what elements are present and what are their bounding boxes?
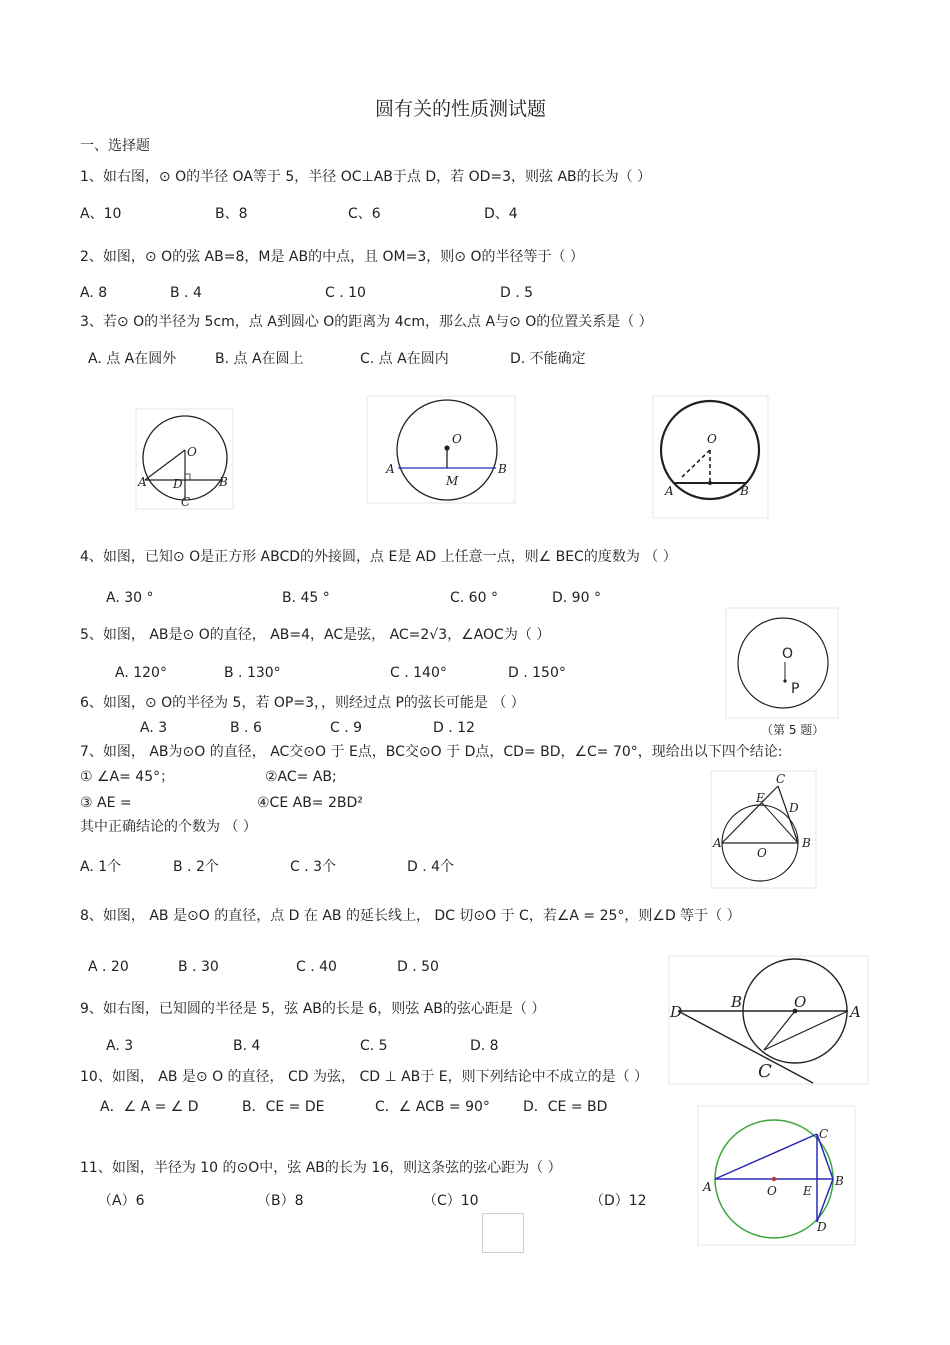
label-O: O	[707, 432, 717, 446]
question-6-option-b: B . 6	[230, 720, 262, 736]
label-C: C	[758, 1061, 772, 1082]
question-5-stem: 5、如图， AB是⊙ O的直径， AB=4，AC是弦， AC=2√3，∠AOC为（ ）	[80, 627, 551, 643]
question-6-option-c: C . 9	[330, 720, 363, 736]
figure-q2	[366, 395, 516, 505]
question-3-option-c: C. 点 A在圆内	[360, 351, 449, 367]
question-8-option-d: D . 50	[397, 959, 439, 975]
label-E: E	[803, 1184, 812, 1198]
question-8-option-b: B . 30	[178, 959, 219, 975]
question-7-option-d: D . 4个	[407, 859, 455, 875]
label-A: A	[703, 1180, 712, 1194]
question-7-conclusion-1: ① ∠A= 45°；	[80, 769, 175, 785]
label-C: C	[819, 1127, 829, 1141]
figure-caption: （第 5 题）	[761, 723, 825, 737]
question-7-conclusion-2: ②AC= AB;	[265, 769, 337, 785]
question-5-option-c: C . 140°	[390, 665, 447, 681]
label-O: O	[452, 432, 462, 446]
section-heading: 一、选择题	[80, 138, 150, 154]
question-9-option-b: B. 4	[233, 1038, 261, 1054]
label-O: O	[782, 646, 794, 662]
label-O: O	[767, 1184, 777, 1198]
label-O: O	[757, 846, 767, 860]
question-7-option-b: B . 2个	[173, 859, 219, 875]
question-5-option-b: B . 130°	[224, 665, 281, 681]
question-5-option-a: A. 120°	[115, 665, 167, 681]
question-6-stem: 6、如图，⊙ O的半径为 5，若 OP=3，，则经过点 P的弦长可能是 （ ）	[80, 695, 525, 711]
figure-q8	[668, 955, 870, 1087]
question-5-option-d: D . 150°	[508, 665, 566, 681]
question-1-stem: 1、如右图，⊙ O的半径 OA等于 5，半径 OC⊥AB于点 D，若 OD=3，则弦 AB的长为（ ）	[80, 169, 652, 185]
label-B: B	[731, 993, 743, 1011]
question-4-option-a: A. 30 °	[106, 590, 154, 606]
question-4-option-b: B. 45 °	[282, 590, 330, 606]
question-9-option-d: D. 8	[470, 1038, 499, 1054]
label-D: D	[789, 801, 799, 815]
question-4-option-d: D. 90 °	[552, 590, 601, 606]
question-11-option-a: （A）6	[98, 1193, 145, 1209]
label-B: B	[498, 462, 507, 476]
figure-q3	[652, 395, 770, 520]
question-1-option-c: C、6	[348, 206, 381, 222]
question-9-option-c: C. 5	[360, 1038, 388, 1054]
label-C: C	[181, 495, 191, 509]
label-D: D	[670, 1003, 683, 1021]
label-O: O	[187, 445, 197, 459]
question-11-option-d: （D）12	[590, 1193, 647, 1209]
label-A: A	[665, 484, 674, 498]
question-7-stem: 7、如图， AB为⊙O 的直径， AC交⊙O 于 E点，BC交⊙O 于 D点，CD= BD，∠C= 70°，现给出以下四个结论:	[80, 744, 783, 760]
question-1-option-a: A、10	[80, 206, 122, 222]
label-C: C	[776, 772, 786, 786]
label-B: B	[835, 1174, 844, 1188]
label-P: P	[791, 681, 800, 697]
blank-box	[482, 1213, 524, 1253]
question-4-stem: 4、如图，已知⊙ O是正方形 ABCD的外接圆，点 E是 AD 上任意一点，则∠ BEC的度数为 （ ）	[80, 549, 677, 565]
label-O: O	[794, 993, 807, 1011]
label-B: B	[802, 836, 811, 850]
question-7-option-c: C . 3个	[290, 859, 337, 875]
question-11-stem: 11、如图，半径为 10 的⊙O中，弦 AB的长为 16，则这条弦的弦心距为（ ）	[80, 1160, 562, 1176]
label-A: A	[386, 462, 395, 476]
figure-q5	[725, 607, 840, 737]
label-A: A	[850, 1003, 861, 1021]
question-1-option-d: D、4	[484, 206, 518, 222]
question-3-option-d: D. 不能确定	[510, 351, 586, 367]
figure-q10	[697, 1105, 857, 1247]
page-title: 圆有关的性质测试题	[375, 98, 547, 120]
question-11-option-b: （B）8	[257, 1193, 304, 1209]
label-B: B	[740, 484, 749, 498]
question-6-option-d: D . 12	[433, 720, 475, 736]
label-A: A	[138, 475, 147, 489]
question-3-stem: 3、若⊙ O的半径为 5cm，点 A到圆心 O的距离为 4cm，那么点 A与⊙ O的位置关系是（ ）	[80, 314, 653, 330]
label-D: D	[817, 1220, 827, 1234]
question-3-option-a: A. 点 A在圆外	[88, 351, 177, 367]
question-8-stem: 8、如图， AB 是⊙O 的直径，点 D 在 AB 的延长线上， DC 切⊙O 于 C，若∠A = 25°，则∠D 等于（ ）	[80, 908, 741, 924]
figure-q7	[710, 770, 818, 890]
question-9-option-a: A. 3	[106, 1038, 134, 1054]
question-7-conclusion-3: ③ AE =	[80, 795, 132, 811]
question-8-option-a: A . 20	[88, 959, 129, 975]
question-3-option-b: B. 点 A在圆上	[215, 351, 304, 367]
question-6-option-a: A. 3	[140, 720, 168, 736]
question-7-tail: 其中正确结论的个数为 （ ）	[80, 819, 257, 835]
question-11-option-c: （C）10	[423, 1193, 479, 1209]
question-10-option-b: B．CE = DE	[242, 1099, 325, 1115]
label-D: D	[173, 477, 183, 491]
question-1-option-b: B、8	[215, 206, 248, 222]
question-2-option-c: C . 10	[325, 285, 366, 301]
label-B: B	[219, 475, 228, 489]
question-9-stem: 9、如右图，已知圆的半径是 5，弦 AB的长是 6，则弦 AB的弦心距是（ ）	[80, 1001, 546, 1017]
question-10-stem: 10、如图， AB 是⊙ O 的直径， CD 为弦， CD ⊥ AB于 E，则下列结论中不成立的是（ ）	[80, 1069, 649, 1085]
label-E: E	[756, 791, 765, 805]
question-2-option-a: A. 8	[80, 285, 108, 301]
label-A: A	[713, 836, 722, 850]
label-M: M	[446, 474, 459, 488]
question-8-option-c: C . 40	[296, 959, 337, 975]
question-10-option-c: C．∠ ACB = 90°	[375, 1099, 490, 1115]
question-10-option-a: A．∠ A = ∠ D	[100, 1099, 199, 1115]
question-2-stem: 2、如图，⊙ O的弦 AB=8，M是 AB的中点，且 OM=3，则⊙ O的半径等于（ ）	[80, 249, 584, 265]
question-2-option-b: B . 4	[170, 285, 202, 301]
question-4-option-c: C. 60 °	[450, 590, 498, 606]
figure-q1	[135, 408, 235, 512]
question-10-option-d: D．CE = BD	[523, 1099, 608, 1115]
question-7-option-a: A. 1个	[80, 859, 122, 875]
question-2-option-d: D . 5	[500, 285, 534, 301]
question-7-conclusion-4: ④CE AB= 2BD²	[257, 795, 363, 811]
